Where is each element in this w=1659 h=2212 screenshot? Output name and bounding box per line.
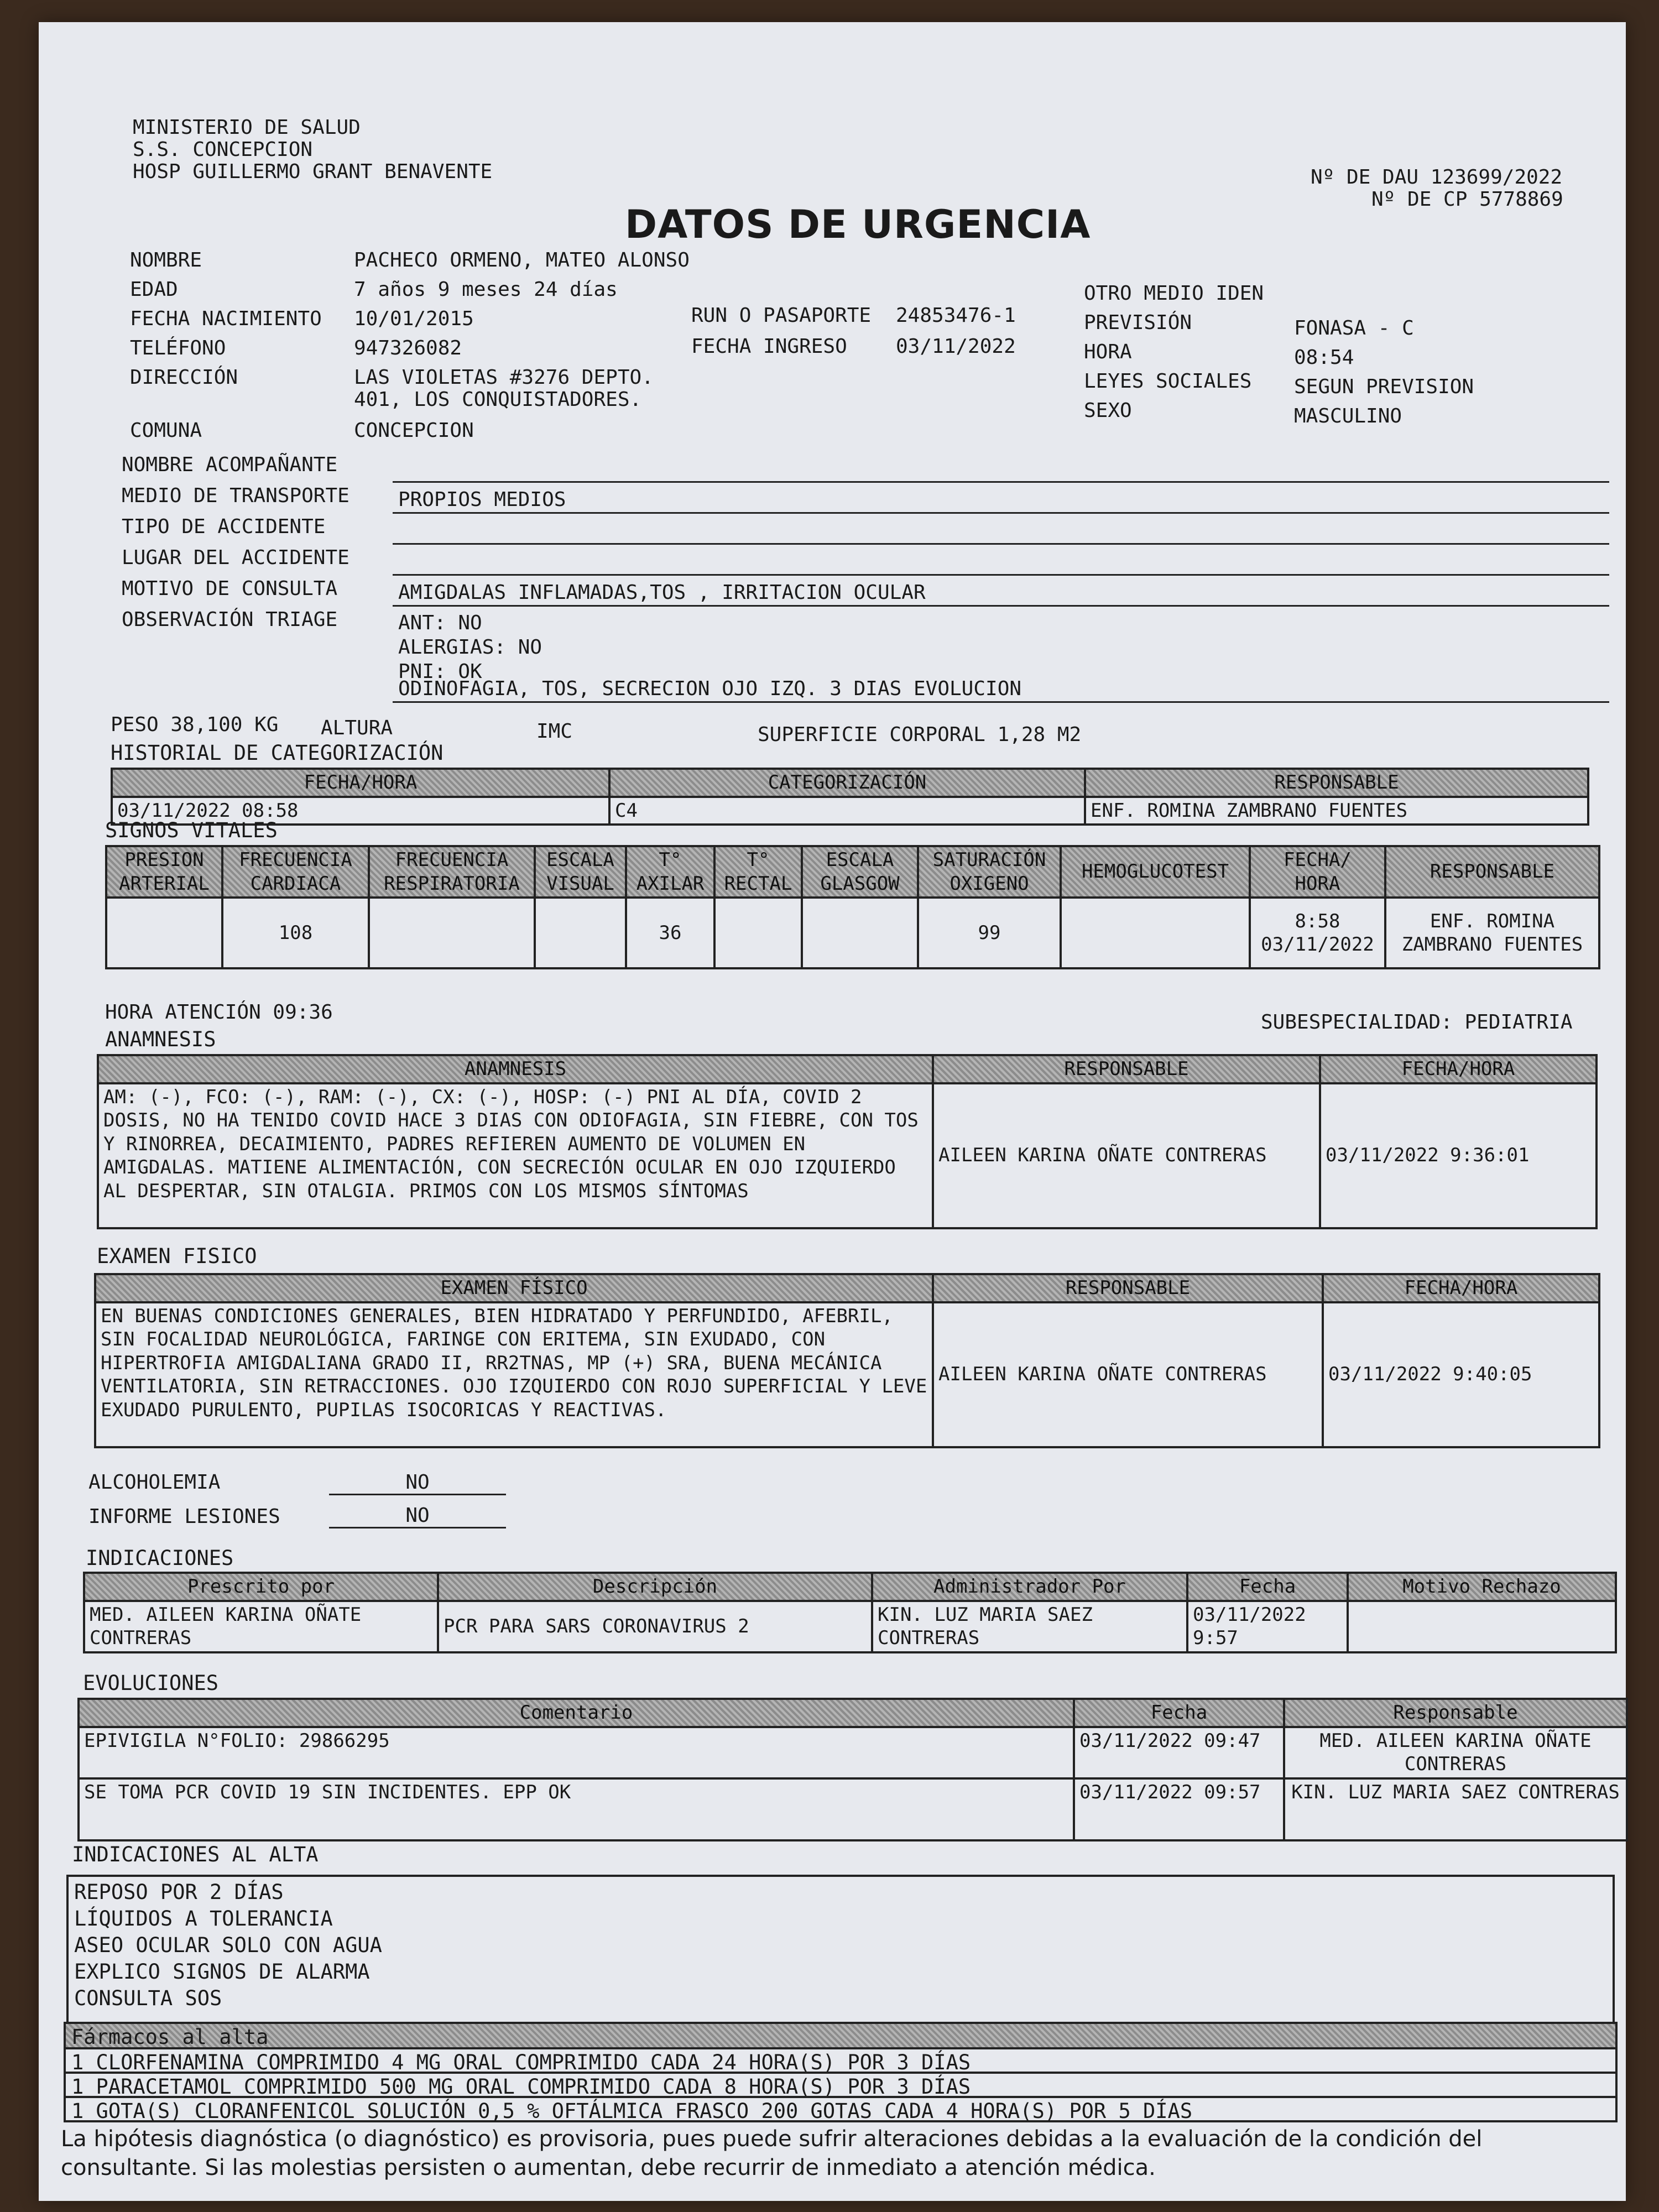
evolutions-table xyxy=(77,1698,1628,1841)
vital-header-frec-cardiaca: FRECUENCIA CARDIACA xyxy=(222,846,369,898)
exam-header-text: EXAMEN FÍSICO xyxy=(95,1274,933,1302)
label-fecha-ingreso: FECHA INGRESO xyxy=(691,335,847,358)
cat-header-categoria: CATEGORIZACIÓN xyxy=(609,769,1085,797)
evo-responsable: KIN. LUZ MARIA SAEZ CONTRERAS xyxy=(1284,1778,1627,1840)
drug-row xyxy=(64,2072,1618,2098)
ind-header-prescrito: Prescrito por xyxy=(84,1573,438,1601)
label-fecha-nacimiento: FECHA NACIMIENTO xyxy=(130,307,322,330)
value-hora: 08:54 xyxy=(1294,346,1354,369)
drug-item: 1 CLORFENAMINA COMPRIMIDO 4 MG ORAL COMPRIMIDO CADA 24 HORA(S) POR 3 DÍAS xyxy=(71,2051,971,2074)
categorization-heading: HISTORIAL DE CATEGORIZACIÓN xyxy=(111,741,444,765)
label-comuna: COMUNA xyxy=(130,419,202,442)
exam-responsable: AILEEN KARINA OÑATE CONTRERAS xyxy=(933,1302,1323,1447)
label-alcoholemia: ALCOHOLEMIA xyxy=(88,1471,221,1494)
value-edad: 7 años 9 meses 24 días xyxy=(354,278,618,301)
value-alcoholemia: NO xyxy=(329,1471,506,1495)
label-lugar-accidente: LUGAR DEL ACCIDENTE xyxy=(122,546,349,569)
value-comuna: CONCEPCION xyxy=(354,419,474,442)
vital-header-t-axilar: T° AXILAR xyxy=(626,846,714,898)
label-hora: HORA xyxy=(1084,341,1132,363)
evo-fecha: 03/11/2022 09:47 xyxy=(1074,1727,1284,1778)
vital-fecha-hora xyxy=(1250,898,1385,968)
vital-saturacion: 99 xyxy=(918,898,1061,968)
value-nombre: PACHECO ORMENO, MATEO ALONSO xyxy=(354,249,690,272)
peso: PESO 38,100 KG xyxy=(111,713,279,736)
label-leyes-sociales: LEYES SOCIALES xyxy=(1084,370,1252,393)
table-row xyxy=(79,1727,1627,1778)
value-telefono: 947326082 xyxy=(354,337,462,359)
vital-frec-cardiaca: 108 xyxy=(222,898,369,968)
categorization-table xyxy=(111,768,1589,826)
cat-categoria: C4 xyxy=(609,797,1085,825)
vital-header-frec-respiratoria: FRECUENCIA RESPIRATORIA xyxy=(369,846,535,898)
value-transporte: PROPIOS MEDIOS xyxy=(398,488,566,511)
vitals-table xyxy=(105,845,1600,969)
drugs-header xyxy=(64,2022,1618,2049)
triage-line-1: ANT: NO xyxy=(398,612,482,634)
imc: IMC xyxy=(536,720,573,743)
triage-line-4: ODINOFAGIA, TOS, SECRECION OJO IZQ. 3 DIAS EVOLUCION xyxy=(398,677,1022,700)
anamnesis-text: AM: (-), FCO: (-), RAM: (-), CX: (-), HOSP: (-) PNI AL DÍA, COVID 2 DOSIS, NO HA TENIDO COVID HACE 3 DIAS CON ODIOFAGIA, SIN FIEBRE, CON TOS Y RINORREA, DECAIMIENTO, PADRES REFIEREN AUMENTO DE VOLUMEN EN AMIGDALAS. MATIENE ALIMENTACIÓN, CON SECRECIÓN OCULAR EN OJO IZQUIERDO AL DESPERTAR, SIN OTALGIA. PRIMOS CON LOS MISMOS SÍNTOMAS xyxy=(98,1083,933,1228)
ind-motivo-rechazo xyxy=(1348,1601,1616,1652)
value-motivo: AMIGDALAS INFLAMADAS,TOS , IRRITACION OCULAR xyxy=(398,581,926,604)
discharge-item: REPOSO POR 2 DÍAS xyxy=(74,1880,284,1904)
indications-heading: INDICACIONES xyxy=(86,1546,234,1570)
table-row xyxy=(79,1778,1627,1840)
evo-header-responsable: Responsable xyxy=(1284,1699,1627,1727)
value-leyes-sociales: SEGUN PREVISION xyxy=(1294,375,1474,398)
vital-t-axilar: 36 xyxy=(626,898,714,968)
motivo-line xyxy=(393,578,1609,607)
exam-fecha: 03/11/2022 9:40:05 xyxy=(1323,1302,1599,1447)
vital-header-t-rectal: T° RECTAL xyxy=(714,846,802,898)
vital-escala-visual xyxy=(535,898,626,968)
triage-line-2: ALERGIAS: NO xyxy=(398,636,542,659)
anamnesis-fecha: 03/11/2022 9:36:01 xyxy=(1320,1083,1597,1228)
evo-comentario: SE TOMA PCR COVID 19 SIN INCIDENTES. EPP OK xyxy=(79,1778,1074,1840)
lugar-accidente-line xyxy=(393,547,1609,576)
evo-comentario: EPIVIGILA N°FOLIO: 29866295 xyxy=(79,1727,1074,1778)
discharge-item: EXPLICO SIGNOS DE ALARMA xyxy=(74,1960,370,1984)
anamnesis-header-text: ANAMNESIS xyxy=(98,1055,933,1083)
value-run: 24853476-1 xyxy=(896,304,1016,327)
transporte-line xyxy=(393,486,1609,514)
anamnesis-responsable: AILEEN KARINA OÑATE CONTRERAS xyxy=(933,1083,1320,1228)
value-direccion-1: LAS VIOLETAS #3276 DEPTO. xyxy=(354,366,654,389)
value-prevision: FONASA - C xyxy=(1294,317,1414,340)
label-telefono: TELÉFONO xyxy=(130,337,226,359)
vital-header-glasgow: ESCALA GLASGOW xyxy=(802,846,918,898)
ind-fecha: 03/11/2022 9:57 xyxy=(1187,1601,1348,1652)
value-sexo: MASCULINO xyxy=(1294,405,1402,427)
label-otro-medio: OTRO MEDIO IDEN xyxy=(1084,282,1264,305)
vital-hora: 8:58 xyxy=(1295,910,1340,932)
vital-header-presion: PRESION ARTERIAL xyxy=(106,846,222,898)
hospital-name: HOSP GUILLERMO GRANT BENAVENTE xyxy=(133,160,493,183)
value-fecha-nacimiento: 10/01/2015 xyxy=(354,307,474,330)
label-informe-lesiones: INFORME LESIONES xyxy=(88,1505,280,1528)
vital-frec-respiratoria xyxy=(369,898,535,968)
ind-administrado: KIN. LUZ MARIA SAEZ CONTRERAS xyxy=(872,1601,1187,1652)
cat-header-fecha: FECHA/HORA xyxy=(112,769,609,797)
document-page xyxy=(39,22,1626,2201)
page-title: DATOS DE URGENCIA xyxy=(625,202,1091,247)
exam-header-fecha: FECHA/HORA xyxy=(1323,1274,1599,1302)
health-service: S.S. CONCEPCION xyxy=(133,138,313,161)
anamnesis-table xyxy=(97,1054,1598,1229)
value-informe-lesiones: NO xyxy=(329,1504,506,1528)
drug-item: 1 PARACETAMOL COMPRIMIDO 500 MG ORAL COMPRIMIDO CADA 8 HORA(S) POR 3 DÍAS xyxy=(71,2075,971,2099)
label-tipo-accidente: TIPO DE ACCIDENTE xyxy=(122,515,326,538)
evo-responsable: MED. AILEEN KARINA OÑATE CONTRERAS xyxy=(1284,1727,1627,1778)
disclaimer: La hipótesis diagnóstica (o diagnóstico) es provisoria, pues puede sufrir alteraciones debidas a la evaluación de la condición del consultante. Si las molestias persisten o aumentan, debe recurrir de inmediato a atención médica. xyxy=(61,2126,1483,2180)
hora-atencion: HORA ATENCIÓN 09:36 xyxy=(105,1001,333,1024)
anamnesis-heading: ANAMNESIS xyxy=(105,1027,216,1051)
vital-header-responsable: RESPONSABLE xyxy=(1385,846,1599,898)
vital-hemoglucotest xyxy=(1061,898,1250,968)
discharge-heading: INDICACIONES AL ALTA xyxy=(72,1843,319,1866)
ind-header-administrado: Administrador Por xyxy=(872,1573,1187,1601)
drugs-heading: Fármacos al alta xyxy=(71,2025,269,2049)
drug-row xyxy=(64,2047,1618,2074)
vitals-heading: SIGNOS VITALES xyxy=(105,818,278,842)
exam-heading: EXAMEN FISICO xyxy=(97,1244,257,1268)
subespecialidad: SUBESPECIALIDAD: PEDIATRIA xyxy=(1261,1011,1573,1034)
anamnesis-header-fecha: FECHA/HORA xyxy=(1320,1055,1597,1083)
dau-number: Nº DE DAU 123699/2022 xyxy=(1311,166,1563,189)
label-edad: EDAD xyxy=(130,278,178,301)
discharge-box xyxy=(66,1875,1615,2024)
triage-line-4-rule xyxy=(393,675,1609,703)
label-transporte: MEDIO DE TRANSPORTE xyxy=(122,484,349,507)
drug-item: 1 GOTA(S) CLORANFENICOL SOLUCIÓN 0,5 % OFTÁLMICA FRASCO 200 GOTAS CADA 4 HORA(S) POR 5 DÍAS xyxy=(71,2099,1193,2123)
discharge-item: LÍQUIDOS A TOLERANCIA xyxy=(74,1907,333,1931)
ministry-name: MINISTERIO DE SALUD xyxy=(133,116,361,139)
ind-header-motivo-rechazo: Motivo Rechazo xyxy=(1348,1573,1616,1601)
vital-header-fecha-hora: FECHA/ HORA xyxy=(1250,846,1385,898)
cat-responsable: ENF. ROMINA ZAMBRANO FUENTES xyxy=(1085,797,1588,825)
ind-header-fecha: Fecha xyxy=(1187,1573,1348,1601)
value-direccion-2: 401, LOS CONQUISTADORES. xyxy=(354,388,642,411)
label-direccion: DIRECCIÓN xyxy=(130,366,238,389)
ind-header-descripcion: Descripción xyxy=(438,1573,872,1601)
anamnesis-header-responsable: RESPONSABLE xyxy=(933,1055,1320,1083)
label-sexo: SEXO xyxy=(1084,399,1132,422)
superficie-corporal: SUPERFICIE CORPORAL 1,28 M2 xyxy=(758,723,1082,746)
label-run: RUN O PASAPORTE xyxy=(691,304,872,327)
discharge-item: CONSULTA SOS xyxy=(74,1986,222,2011)
cat-header-responsable: RESPONSABLE xyxy=(1085,769,1588,797)
altura: ALTURA xyxy=(321,717,393,739)
value-fecha-ingreso: 03/11/2022 xyxy=(896,335,1016,358)
exam-header-responsable: RESPONSABLE xyxy=(933,1274,1323,1302)
vital-header-saturacion: SATURACIÓN OXIGENO xyxy=(918,846,1061,898)
acompanante-line xyxy=(393,455,1609,483)
triage-line-3: PNI: OK xyxy=(398,660,482,683)
evolutions-heading: EVOLUCIONES xyxy=(83,1671,219,1695)
label-prevision: PREVISIÓN xyxy=(1084,311,1192,334)
evo-header-comentario: Comentario xyxy=(79,1699,1074,1727)
cp-number: Nº DE CP 5778869 xyxy=(1371,188,1563,211)
cat-fecha: 03/11/2022 08:58 xyxy=(112,797,609,825)
label-motivo-consulta: MOTIVO DE CONSULTA xyxy=(122,577,338,600)
evo-header-fecha: Fecha xyxy=(1074,1699,1284,1727)
tipo-accidente-line xyxy=(393,517,1609,545)
vital-fecha: 03/11/2022 xyxy=(1261,933,1374,956)
vital-responsable: ENF. ROMINA ZAMBRANO FUENTES xyxy=(1385,898,1599,968)
label-nombre: NOMBRE xyxy=(130,249,202,272)
vital-header-hemoglucotest: HEMOGLUCOTEST xyxy=(1061,846,1250,898)
indications-table xyxy=(83,1572,1617,1653)
ind-prescrito: MED. AILEEN KARINA OÑATE CONTRERAS xyxy=(84,1601,438,1652)
exam-text: EN BUENAS CONDICIONES GENERALES, BIEN HIDRATADO Y PERFUNDIDO, AFEBRIL, SIN FOCALIDAD NEUROLÓGICA, FARINGE CON ERITEMA, SIN EXUDADO, CON HIPERTROFIA AMIGDALIANA GRADO II, RR2TNAS, MP (+) SRA, BUENA MECÁNICA VENTILATORIA, SIN RETRACCIONES. OJO IZQUIERDO CON ROJO SUPERFICIAL Y LEVE EXUDADO PURULENTO, PUPILAS ISOCORICAS Y REACTIVAS. xyxy=(95,1302,933,1447)
evo-fecha: 03/11/2022 09:57 xyxy=(1074,1778,1284,1840)
label-observacion-triage: OBSERVACIÓN TRIAGE xyxy=(122,608,338,631)
label-acompanante: NOMBRE ACOMPAÑANTE xyxy=(122,453,338,476)
ind-descripcion: PCR PARA SARS CORONAVIRUS 2 xyxy=(438,1601,872,1652)
vital-presion xyxy=(106,898,222,968)
exam-table xyxy=(94,1273,1600,1448)
vital-glasgow xyxy=(802,898,918,968)
vital-header-escala-visual: ESCALA VISUAL xyxy=(535,846,626,898)
drug-row xyxy=(64,2096,1618,2122)
vital-t-rectal xyxy=(714,898,802,968)
discharge-item: ASEO OCULAR SOLO CON AGUA xyxy=(74,1933,382,1958)
